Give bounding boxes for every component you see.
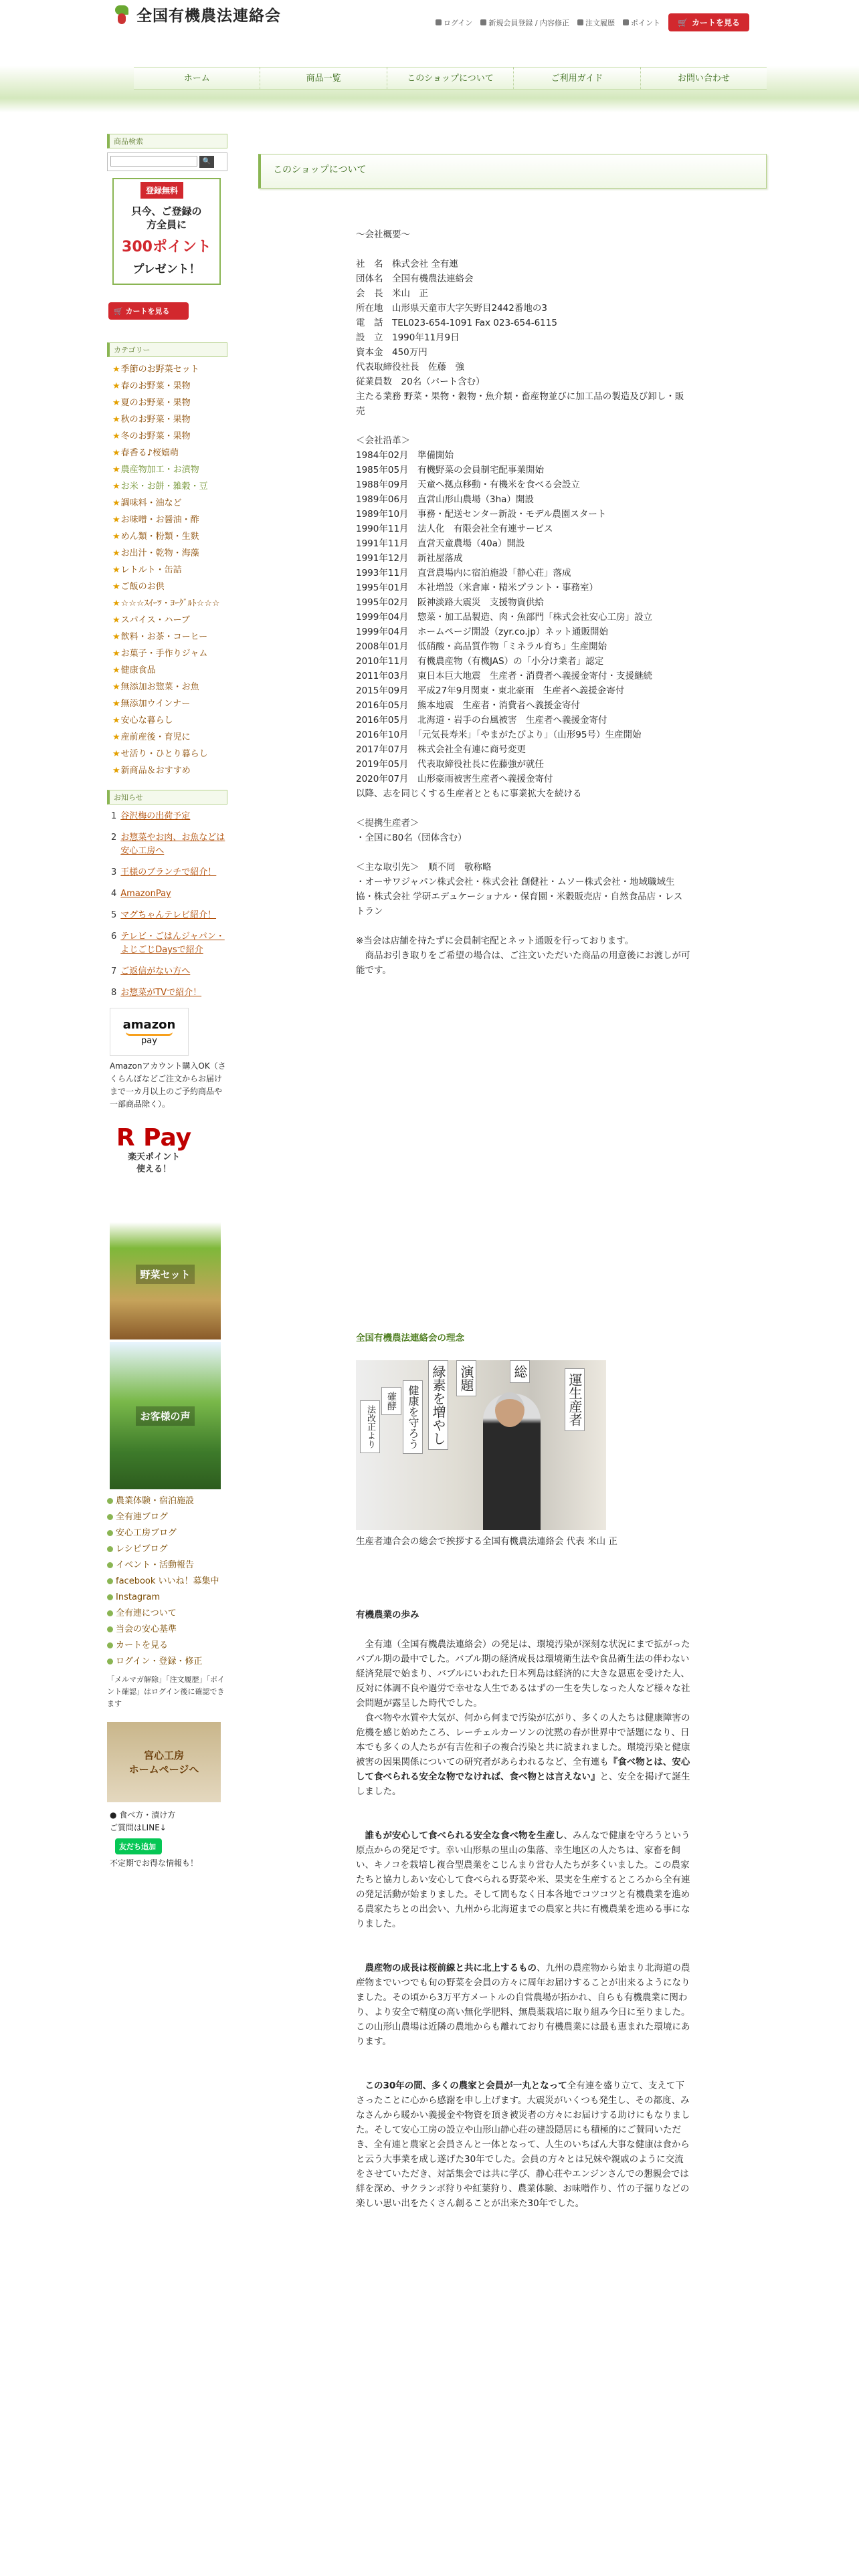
star-icon: ★	[112, 565, 120, 575]
category-item[interactable]: ★冬のお野菜・果物	[112, 431, 191, 441]
news-number: 5	[111, 910, 117, 920]
news-heading: お知らせ	[107, 790, 227, 804]
user-icon	[480, 19, 486, 25]
customer-voice-banner[interactable]: お客様の声	[110, 1342, 221, 1489]
philosophy-section	[356, 1331, 690, 1549]
search-button[interactable]	[199, 156, 214, 168]
category-item[interactable]: ★☆☆☆ｽｲｰﾂ・ﾖｰｸﾞﾙﾄ☆☆☆	[112, 599, 220, 609]
sidebar-link[interactable]: カートを見る	[107, 1638, 227, 1654]
sidebar-cart-button[interactable]: 🛒 カートを見る	[108, 302, 189, 320]
line-text-2: ご質問はLINE↓	[110, 1823, 167, 1832]
register-gift-banner[interactable]	[112, 178, 221, 285]
category-item[interactable]: ★産前産後・育児に	[112, 732, 191, 742]
news-list	[107, 810, 227, 1000]
bullet-icon	[107, 1626, 113, 1632]
nav-guide[interactable]: ご利用ガイド	[513, 68, 640, 89]
nav-products[interactable]: 商品一覧	[260, 68, 386, 89]
star-icon: ★	[112, 415, 120, 425]
category-item[interactable]: ★スパイス・ハーブ	[112, 615, 190, 625]
category-item[interactable]: ★春のお野菜・果物	[112, 381, 191, 391]
history-paragraph-2: 誰もが安心して食べられる安全な食べ物を生産し、みんなで健康を守ろうという原点からの発足です。幸い山形県の里山の集落、幸生地区の人たちは、家畜を飼い、キノコを栽培し複合型農業をこじんまり営む人たちが多くいました。この農家たちと協力しあい安心して食べられる野菜や米、果実を生産するところから全有連の発足活動が始まりました。そして間もなく日本各地でコツコツと有機農業を進める農家たちとの出会い、九州から北海道までの農家と共に有機農業を進める事になりました。	[356, 1830, 690, 1929]
sidebar	[107, 134, 227, 1870]
nav-contact[interactable]: お問い合わせ	[640, 68, 767, 89]
philosophy-heading: 全国有機農法連絡会の理念	[356, 1333, 464, 1344]
photo-caption: 生産者連合会の総会で挨拶する全国有機農法連絡会 代表 米山 正	[356, 1536, 617, 1547]
logo-text: 全国有機農法連絡会	[136, 7, 281, 25]
star-icon: ★	[112, 431, 120, 441]
star-icon: ★	[112, 732, 120, 742]
page-title: このショップについて	[258, 154, 767, 189]
history-section	[356, 1608, 690, 2211]
search-input[interactable]	[110, 156, 197, 167]
anshin-kobo-banner[interactable]: 宮心工房 ホームページへ	[107, 1722, 221, 1802]
bullet-icon: ●	[110, 1810, 120, 1820]
sidebar-link[interactable]: 全有連について	[107, 1606, 227, 1622]
star-icon: ★	[112, 515, 120, 525]
category-item[interactable]: ★無添加ウインナー	[112, 699, 191, 709]
history-heading: 有機農業の歩み	[356, 1610, 419, 1620]
news-item[interactable]: 8 お惣菜がTVで紹介！	[107, 986, 227, 1000]
bullet-icon	[107, 1642, 113, 1648]
sidebar-link[interactable]: イベント・活動報告	[107, 1558, 227, 1574]
history-paragraph-1: 全有連（全国有機農法連絡会）の発足は、環境汚染が深刻な状況にまで拡がったバブル期の最中でした。バブル期の経済成長は環境衛生法や食品衛生法の伴わない経済発展で始まり、バブルにいわれた日本列島は経済的に大きな恩恵を受けた人、反対に体調不良や過労で幸せな人生であるはずの一生を失しなった人など様々な社会問題が露呈した時代でした。 食べ物や水質や大気が、何から何まで汚染が広がり、多くの人たちは健康障害の危機を感じ始めたころ、レーチェルカーソンの沈黙の春が世界中で話題になり、日本でも多くの人たちが有吉佐和子の複合汚染と共に読まれました。環境汚染と健康被害の因果関係についての研究者があらわれるなど、全有連も『食べ物とは、安心して食べられる安全な物でなければ、食べ物とは言えない』と、安全を掲げて誕生しました。	[356, 1639, 690, 1797]
news-item[interactable]: 7 ご返信がない方へ	[107, 965, 227, 978]
cart-icon: 🛒	[678, 17, 688, 27]
category-item[interactable]: ★調味料・油など	[112, 498, 182, 508]
sidebar-link[interactable]: ログイン・登録・修正	[107, 1654, 227, 1670]
nav-about[interactable]: このショップについて	[387, 68, 513, 89]
news-number: 6	[111, 932, 117, 942]
category-item[interactable]: ★春香る♪桜嬉萌	[112, 448, 179, 458]
overview-text: ～会社概要～ 社 名 株式会社 全有連 団体名 全国有機農法連絡会 会 長 米山 正 所在地 山形県天童市大字矢野目2442番地の3 電 話 TEL023-654-1091 Fax 023-654-6115 設 立 1990年11月9日 資本金 450万円 代表取締役社長 佐藤 強 従業員数 20名（パート含む） 主たる業務 野菜・果物・穀物・魚介類・畜産物並びに加工品の製造及び卸し・販売 ＜会社沿革＞ 1984年02月 準備開始 1985年05月 有機野菜の会員制宅配事業開始 1988年09月 天童へ拠点移動・有機米を食べる会設立 1989年06月 直営山形山農場（3ha）開設 1989年10月 事務・配送センター新設・モデル農園スタート 1990年11月 法人化 有限会社全有連サービス 1991年11月 直営天童農場（40a）開設 1991年12月 新社屋落成 1993年11月 直営農場内に宿泊施設「静心荘」落成 1995年01月 本社増設（米倉庫・精米プラント・事務室） 1995年02月 阪神淡路大震災 支援物資供給 1999年04月 惣菜・加工品製造、肉・魚部門「株式会社安心工房」設立 1999年04月 ホームページ開設（zyr.co.jp）ネット通販開始 2008年01月 低硝酸・高品質作物「ミネラル育ち」生産開始 2010年11月 有機農産物（有機JAS）の「小分け業者」認定 2011年03月 東日本巨大地震 生産者・消費者へ義援金寄付・支援継続 2015年09月 平成27年9月関東・東北豪雨 生産者へ義援金寄付 2016年05月 熊本地震 生産者・消費者へ義援金寄付 2016年05月 北海道・岩手の台風被害 生産者へ義援金寄付 2016年10月 「元気長寿米」「やまがたびより」（山形95号）生産開始 2017年07月 株式会社全有連に商号変更 2019年05月 代表取締役社長に佐藤強が就任 2020年07月 山形豪雨被害生産者へ義援金寄付 以降、志を同じくする生産者とともに事業拡大を続ける ＜提携生産者＞ ・全国に80名（団体含む） ＜主な取引先＞ 順不同 敬称略 ・オーサワジャパン株式会社・株式会社 創健社・ムソー株式会社・地域職域生協・株式会社 学研エデュケーショナル・保育園・米穀販売店・自然食品店・レストラン ※当会は店舗を持たずに会員制宅配とネット通販を行っております。 商品お引き取りをご希望の場合は、ご注文いただいた商品の用意後にお渡しが可能です。	[356, 229, 690, 976]
star-icon: ★	[112, 749, 120, 759]
sidebar-link[interactable]: 全有連ブログ	[107, 1509, 227, 1525]
gift-present: プレゼント！	[132, 263, 201, 276]
category-heading: カテゴリー	[107, 342, 227, 357]
category-item[interactable]: ★健康食品	[112, 665, 156, 675]
cart-icon: 🛒	[114, 307, 126, 316]
sidebar-link[interactable]: Instagram	[107, 1590, 227, 1606]
main-content	[258, 154, 767, 189]
search-box	[107, 152, 227, 171]
star-icon: ★	[112, 699, 120, 709]
category-item[interactable]: ★めん類・粉類・生麩	[112, 532, 199, 542]
coin-icon	[623, 19, 629, 25]
gift-text: 只今、ご登録の 方全員に	[131, 205, 202, 231]
star-icon: ★	[112, 615, 120, 625]
news-item[interactable]: 2 お惣菜やお肉、お魚などは安心工房へ	[107, 831, 227, 858]
bullet-icon	[107, 1658, 113, 1665]
line-note: 不定期でお得な情報も！	[110, 1858, 199, 1868]
search-heading: 商品検索	[107, 134, 227, 148]
sidebar-link[interactable]: レシピブログ	[107, 1541, 227, 1558]
category-item[interactable]: ★農産物加工・お漬物	[112, 465, 199, 475]
site-logo[interactable]	[111, 3, 281, 25]
line-add-friend-button[interactable]: 友だち追加	[115, 1838, 162, 1854]
news-item[interactable]: 3 王様のブランチで紹介！	[107, 866, 227, 879]
history-paragraph-4: この30年の間、多くの農家と会員が一丸となって全有連を盛り立て、支えて下さったことに心から感謝を申し上げます。大震災がいくつも発生し、その都度、みなさんから暖かい義援金や物資を頂き被災者の方々にお届けする助けにもなりました。そして安心工房の設立や山形山静心荘の建設隠居にも積極的にご賛同いただき、全有連と農家と会員さんと一体となって、人生のいちばん大事な健康は食からと云う大事業を成し遂げた30年でした。会員の方々とは兄妹や親戚のように交流をさせていただき、対話集会では共に学び、静心荘やエンジンさんでの懇親会では絆を深め、サクランボ狩りや紅葉狩り、農業体験、お味噌作り、竹の子掘りなどの楽しい思い出をたくさん創ることが出来た30年でした。	[356, 2080, 690, 2209]
search-icon: 🔍	[202, 158, 211, 165]
bullet-icon	[107, 1610, 113, 1616]
line-text: ● 食べ方・漬け方	[110, 1810, 176, 1820]
logo-leaf-icon	[111, 4, 132, 25]
star-icon: ★	[112, 465, 120, 475]
star-icon: ★	[112, 398, 120, 408]
chairman-photo: 総 運生産者 演題 緑素を増やし 健康を守ろう 確酵 法改正より	[356, 1360, 606, 1530]
rakuten-pay-badge: R Pay 楽天ポイント 使える！	[116, 1124, 192, 1174]
star-icon: ★	[112, 481, 120, 492]
vegetable-set-banner[interactable]: 野菜セット	[110, 1209, 221, 1339]
news-number: 8	[111, 988, 117, 998]
category-item[interactable]: ★ご飯のお供	[112, 582, 165, 592]
nav-home[interactable]: ホーム	[183, 74, 210, 84]
sidebar-link[interactable]: 農業体験・宿泊施設	[107, 1493, 227, 1509]
bullet-icon	[107, 1562, 113, 1568]
news-item[interactable]: 1 谷沢梅の出荷予定	[107, 810, 227, 823]
star-icon: ★	[112, 599, 120, 609]
category-item[interactable]: ★お菓子・手作りジャム	[112, 649, 208, 659]
category-item[interactable]: ★秋のお野菜・果物	[112, 415, 191, 425]
news-number: 4	[111, 889, 117, 899]
bullet-icon	[107, 1514, 113, 1520]
gift-points: 300ポイント	[122, 239, 211, 255]
sidebar-link[interactable]: 当会の安心基準	[107, 1622, 227, 1638]
category-item[interactable]: ★お米・お餅・雑穀・豆	[112, 481, 208, 492]
company-overview	[356, 227, 690, 978]
points-link[interactable]: ポイント	[623, 17, 660, 28]
speaker-head	[495, 1392, 524, 1427]
category-item[interactable]: ★飲料・お茶・コーヒー	[112, 632, 208, 642]
category-item[interactable]: ★安心な暮らし	[112, 716, 173, 726]
star-icon: ★	[112, 649, 120, 659]
document-icon	[577, 19, 583, 25]
register-link[interactable]: 新規会員登録 / 内容修正	[480, 17, 569, 28]
star-icon: ★	[112, 498, 120, 508]
star-icon: ★	[112, 364, 120, 374]
category-item[interactable]: ★季節のお野菜セット	[112, 364, 199, 374]
header-cart-button[interactable]: 🛒 カートを見る	[668, 13, 749, 31]
star-icon: ★	[112, 532, 120, 542]
news-number: 7	[111, 966, 117, 976]
header	[0, 0, 859, 60]
category-item[interactable]: ★新商品＆おすすめ	[112, 766, 191, 776]
star-icon: ★	[112, 716, 120, 726]
gift-ribbon: 登録無料	[140, 182, 183, 199]
star-icon: ★	[112, 682, 120, 692]
news-number: 1	[111, 811, 117, 821]
login-note: 「メルマガ解除」「注文履歴」「ポイント確認」はログイン後に確認できます	[107, 1675, 225, 1708]
global-nav	[134, 67, 767, 90]
amazon-note: Amazonアカウント購入OK（さくらんぼなどご注文からお届けまで一カ月以上のご予約商品や一部商品除く）。	[110, 1061, 226, 1109]
order-history-link[interactable]: 注文履歴	[577, 17, 615, 28]
utility-links	[436, 13, 749, 31]
category-item[interactable]: ★お出汁・乾物・海藻	[112, 548, 199, 558]
bullet-icon	[107, 1498, 113, 1504]
news-item[interactable]: 6 テレビ・ごはんジャパン・よじごじDaysで紹介	[107, 930, 227, 957]
category-item[interactable]: ★夏のお野菜・果物	[112, 398, 191, 408]
lock-icon	[436, 19, 442, 25]
history-paragraph-3: 農産物の成長は桜前線と共に北上するもの、九州の農産物から始まり北海道の農産物までいつでも旬の野菜を会員の方々に周年お届けすることが出来るようになりました。その頃から3万平方メートルの自営農場が拓かれ、自らも有機農業に関わり、より安全で精度の高い無化学肥料、無農薬栽培に取り組み今日に至りました。この山形山農場は近隣の農地からも離れており有機農業には最も恵まれた環境にあります。	[356, 1963, 690, 2047]
bullet-icon	[107, 1578, 113, 1584]
sidebar-link[interactable]: 安心工房ブログ	[107, 1525, 227, 1541]
login-link[interactable]: ログイン	[436, 17, 472, 28]
bullet-icon	[107, 1594, 113, 1600]
news-number: 3	[111, 867, 117, 877]
news-item[interactable]: 5 マグちゃんテレビ紹介！	[107, 909, 227, 922]
news-number: 2	[111, 833, 117, 843]
sidebar-link[interactable]: facebook いいね！募集中	[107, 1574, 227, 1590]
star-icon: ★	[112, 632, 120, 642]
sidebar-links	[107, 1493, 227, 1670]
bullet-icon	[107, 1546, 113, 1552]
category-item[interactable]: ★無添加お惣菜・お魚	[112, 682, 199, 692]
category-item[interactable]: ★レトルト・缶詰	[112, 565, 182, 575]
star-icon: ★	[112, 582, 120, 592]
star-icon: ★	[112, 448, 120, 458]
amazon-pay-logo[interactable]: amazon pay	[110, 1008, 189, 1056]
star-icon: ★	[112, 381, 120, 391]
star-icon: ★	[112, 665, 120, 675]
category-list	[107, 361, 227, 779]
bullet-icon	[107, 1530, 113, 1536]
star-icon: ★	[112, 548, 120, 558]
category-item[interactable]: ★お味噌・お醤油・酢	[112, 515, 199, 525]
category-item[interactable]: ★せ活り・ひとり暮らし	[112, 749, 208, 759]
star-icon: ★	[112, 766, 120, 776]
news-item[interactable]: 4 AmazonPay	[107, 887, 227, 901]
